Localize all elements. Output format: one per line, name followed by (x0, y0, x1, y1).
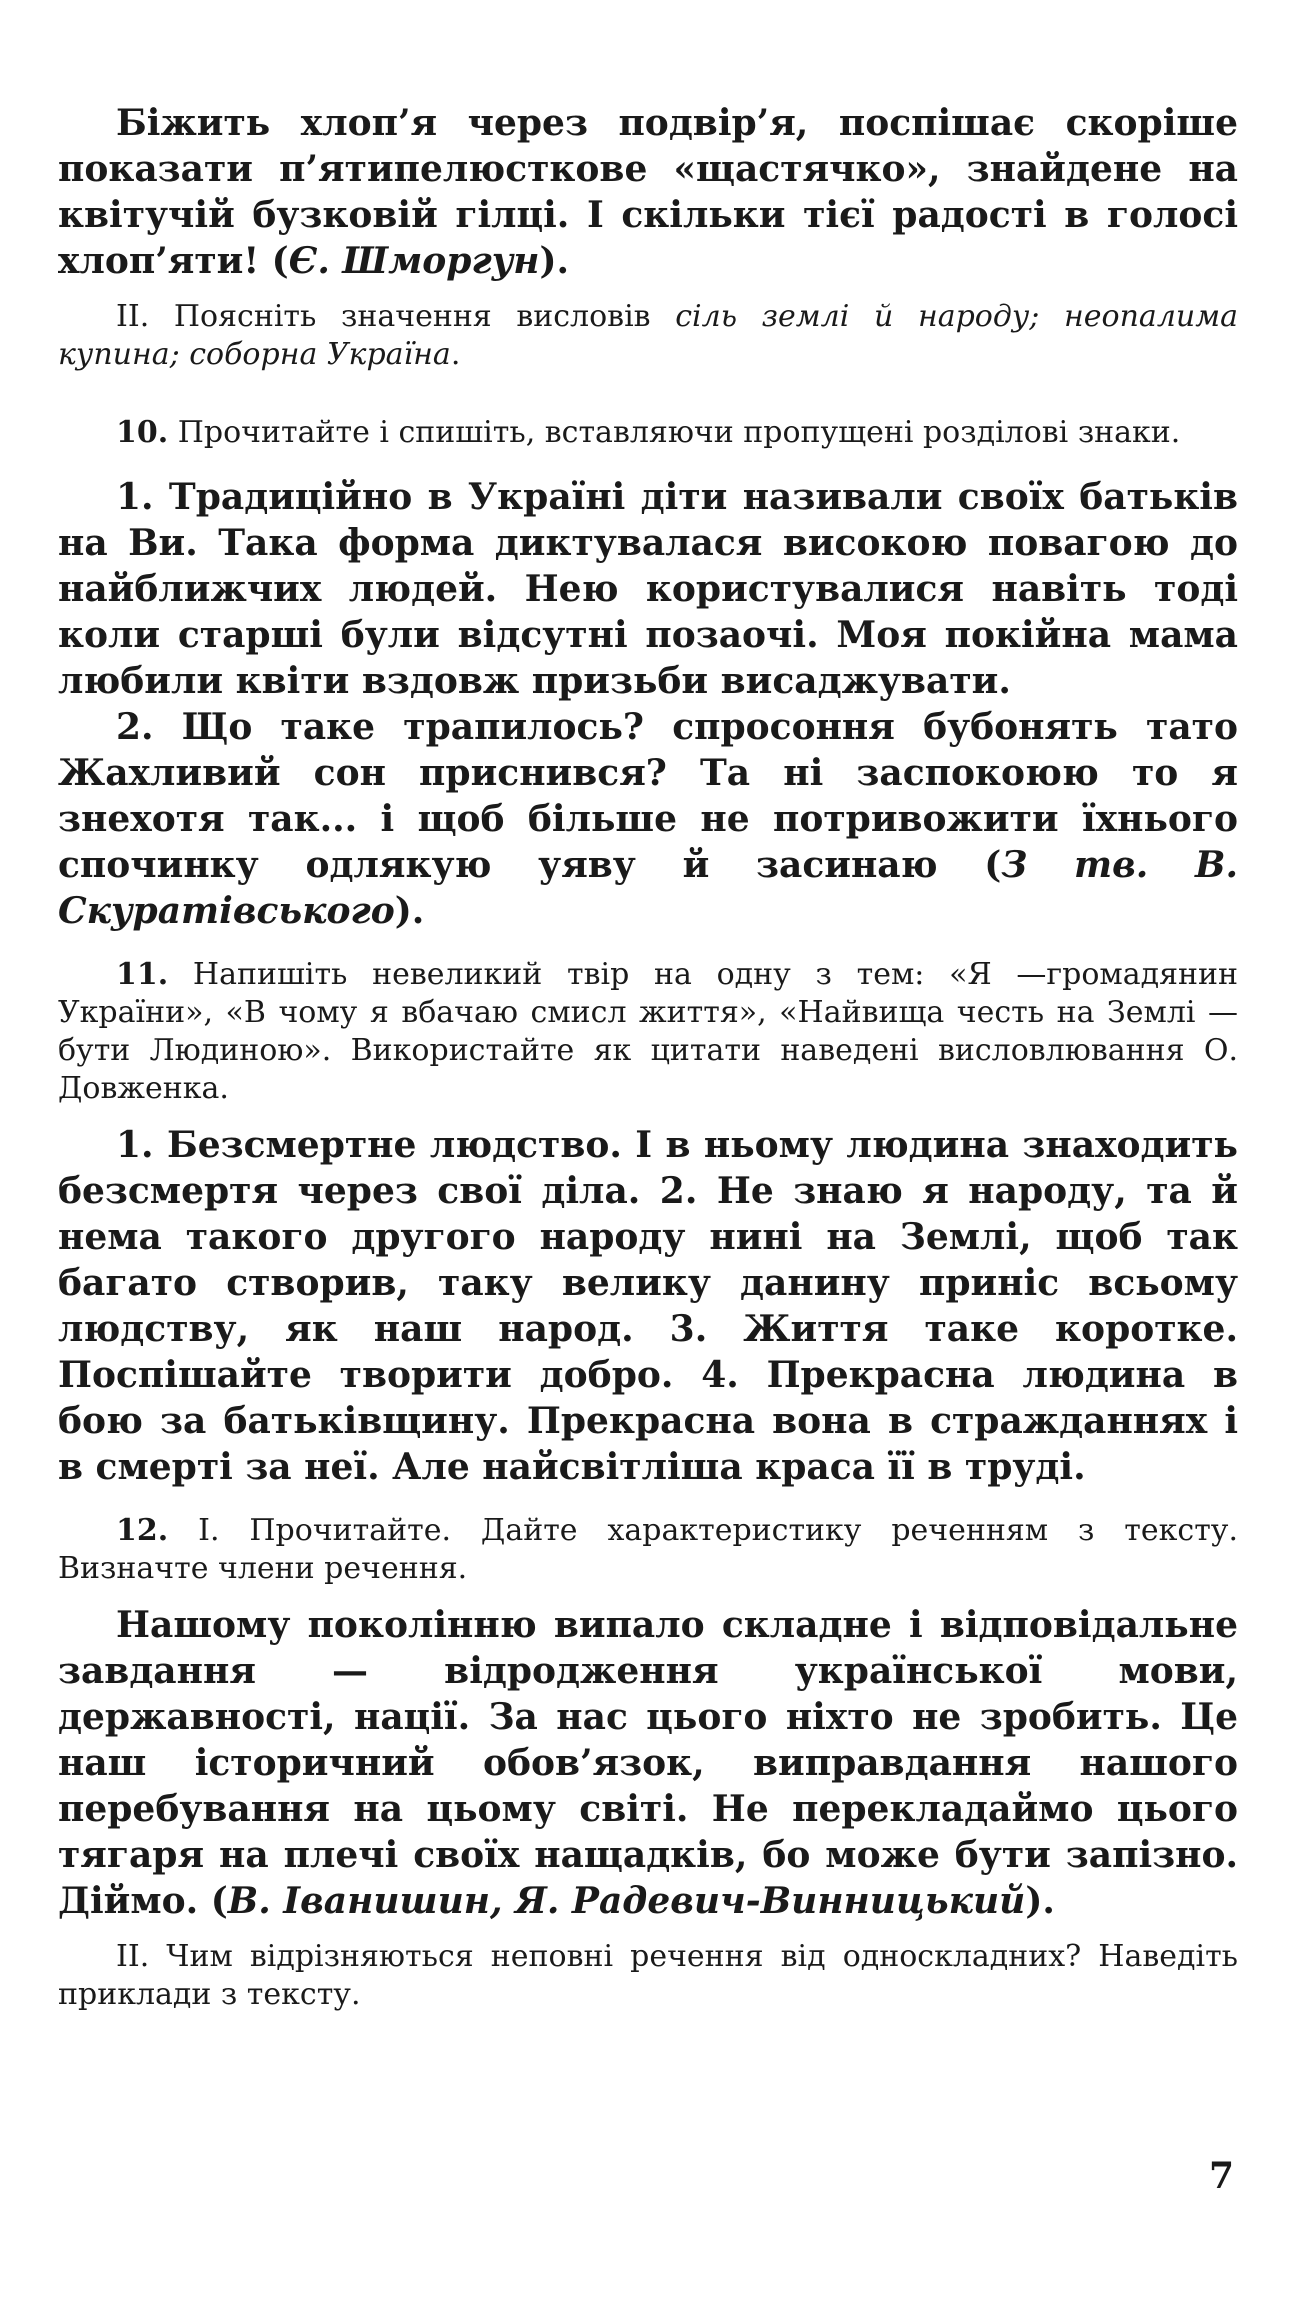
intro-author: Є. Шморгун (288, 240, 540, 282)
intro-text: Біжить хлоп’я через подвір’я, поспішає скоріше показати п’ятипелюсткове «щастячко», знайдене на квітучій бузковій гілці. І скільки тієї радості в голосі хлоп’яти! ( (58, 102, 1238, 282)
exercise-12-text-end: ). (1025, 1880, 1055, 1922)
exercise-10-number: 10. (116, 415, 169, 450)
exercise-12-number: 12. (116, 1513, 169, 1548)
intro-end: ). (539, 240, 570, 282)
exercise-12-authors: В. Іванишин, Я. Радевич-Винницький (227, 1880, 1026, 1922)
exercise-10-text-1: 1. Традиційно в Україні діти називали своїх батьків на Ви. Така форма диктувалася високою повагою до найближчих людей. Нею користувалися навіть тоді коли старші були відсутні позаочі. Моя покійна мама любили квіти вздовж призьби висаджувати. (58, 476, 1238, 702)
exercise-10-source: З тв. В. Скуратівського (58, 844, 1239, 932)
page-number: 7 (1208, 2155, 1234, 2197)
task-ii-text: II. Поясніть значення висловів (116, 299, 676, 334)
exercise-11-text: 1. Безсмертне людство. І в ньому людина знаходить безсмертя через свої діла. 2. Не знаю я народу, та й нема такого другого народу нині на Землі, щоб так багато створив, таку велику данину приніс всьому людству, як наш народ. 3. Життя таке коротке. Поспішайте творити добро. 4. Прекрасна людина в бою за батьківщину. Прекрасна вона в стражданнях і в смерті за неї. Але найсвітліша краса її в труді. (58, 1124, 1238, 1488)
exercise-12-text-body: Нашому поколінню випало складне і відповідальне завдання — відродження української мови, державності, нації. За нас цього ніхто не зробить. Це наш історичний обов’язок, виправдання нашого перебування на цьому світі. Не перекладаймо цього тягаря на плечі своїх нащадків, бо може бути запізно. Діймо. ( (58, 1604, 1238, 1922)
exercise-10-task (58, 414, 1238, 452)
task-ii-terms: сіль землі й народу; неопалима купина; соборна Україна (58, 299, 1238, 372)
task-ii-paragraph (58, 298, 1238, 374)
exercise-11-number: 11. (116, 957, 169, 992)
exercise-11-task (58, 956, 1238, 1108)
page-body (58, 100, 1238, 2014)
exercise-12-instruction: І. Прочитайте. Дайте характеристику реченням з тексту. Визначте члени речення. (58, 1513, 1238, 1586)
exercise-12-part-2: II. Чим відрізняються неповні речення від односкладних? Наведіть приклади з тексту. (58, 1939, 1238, 2012)
exercise-12-text (58, 1602, 1238, 1924)
task-ii-end: . (450, 337, 461, 372)
exercise-12-task (58, 1512, 1238, 1588)
exercise-10-text-2 (58, 704, 1238, 934)
intro-paragraph (58, 100, 1238, 284)
exercise-10-text-2-body: 2. Що таке трапилось? спросоння бубонять тато Жахливий сон приснився? Та ні заспокоюю то я знехотя так... і щоб більше не потривожити їхнього спочинку одлякую уяву й засинаю ( (58, 706, 1238, 886)
exercise-10-text-2-end: ). (394, 890, 425, 932)
exercise-11-instruction: Напишіть невеликий твір на одну з тем: «Я —громадянин України», «В чому я вбачаю смисл життя», «Найвища честь на Землі — бути Людиною». Використайте як цитати наведені висловлювання О. Довженка. (58, 957, 1238, 1106)
exercise-10-instruction: Прочитайте і спишіть, вставляючи пропущені розділові знаки. (168, 415, 1181, 450)
